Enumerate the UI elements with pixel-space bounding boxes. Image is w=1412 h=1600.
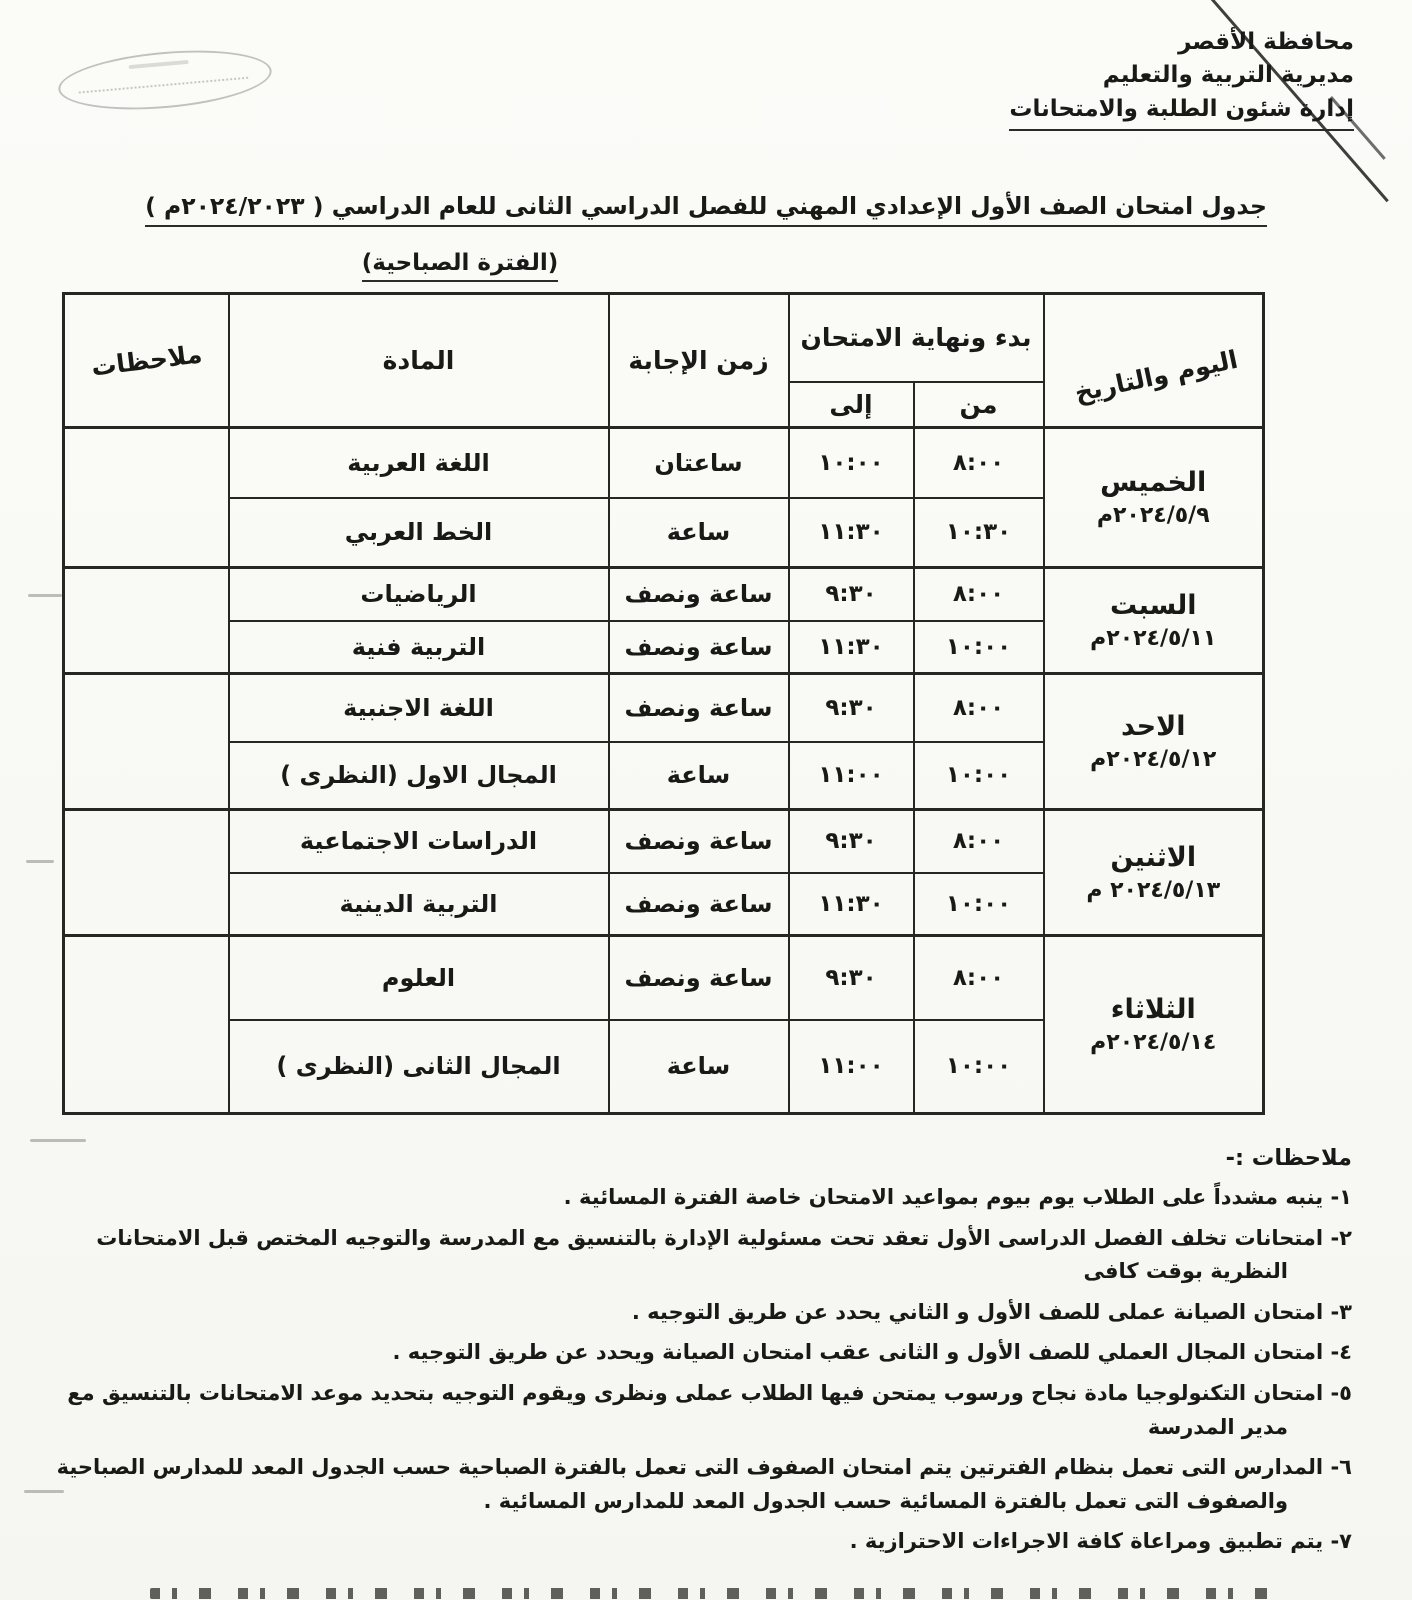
day-name: الاثنين	[1110, 842, 1197, 873]
document-subtitle	[320, 250, 600, 276]
exam-end-time: ٩:٣٠	[789, 568, 914, 621]
answer-duration: ساعة	[609, 742, 789, 810]
exam-start-time: ٨:٠٠	[914, 568, 1044, 621]
exam-start-time: ١٠:٠٠	[914, 873, 1044, 936]
note-item: ٦- المدارس التى تعمل بنظام الفترتين يتم امتحان الصفوف التى تعمل بالفترة الصباحية حسب الجدول المعد للمدارس الصباحية والصفوف التى تعمل بالفترة المسائية حسب الجدول المعد للمدارس المسائية .	[56, 1455, 1352, 1513]
exam-end-time: ١١:٣٠	[789, 873, 914, 936]
cutoff-text-strip	[150, 1588, 1270, 1599]
day-name: الخميس	[1100, 467, 1207, 498]
answer-duration: ساعة	[609, 498, 789, 568]
col-header-day-date	[1044, 294, 1264, 428]
official-stamp	[56, 43, 274, 117]
answer-duration: ساعة	[609, 1020, 789, 1114]
subject-name: المجال الاول (النظرى )	[229, 742, 609, 810]
day-date: ٢٠٢٤/٥/١٤م	[1090, 1030, 1217, 1055]
exam-start-time: ٨:٠٠	[914, 810, 1044, 873]
subject-name: الخط العربي	[229, 498, 609, 568]
note-item: ٤- امتحان المجال العملي للصف الأول و الثانى عقب امتحان الصيانة ويحدد عن طريق التوجيه .	[392, 1340, 1352, 1365]
subject-name: اللغة الاجنبية	[229, 674, 609, 742]
scan-smudge	[28, 594, 62, 597]
notes-heading: ملاحظات :-	[1225, 1145, 1352, 1171]
day-name: السبت	[1110, 590, 1197, 621]
day-cell-tuesday	[1044, 936, 1264, 1114]
table-row	[64, 936, 1264, 1020]
subject-name: التربية فنية	[229, 621, 609, 674]
subject-name: التربية الدينية	[229, 873, 609, 936]
col-header-to: إلى	[789, 382, 914, 428]
exam-start-time: ٨:٠٠	[914, 428, 1044, 498]
answer-duration: ساعة ونصف	[609, 674, 789, 742]
exam-end-time: ١١:٠٠	[789, 742, 914, 810]
document-title-text: جدول امتحان الصف الأول الإعدادي المهني للفصل الدراسي الثانى للعام الدراسي ( ٢٠٢٤/٢٠٢٣م )	[145, 192, 1267, 227]
day-cell-saturday	[1044, 568, 1264, 674]
notes-cell	[64, 674, 229, 810]
table-row	[64, 810, 1264, 873]
day-cell-thursday	[1044, 428, 1264, 568]
note-item: ١- ينبه مشدداً على الطلاب يوم بيوم بمواعيد الامتحان خاصة الفترة المسائية .	[563, 1185, 1352, 1209]
day-date: ٢٠٢٤/٥/٩م	[1096, 503, 1210, 528]
table-row	[64, 674, 1264, 742]
day-cell-monday	[1044, 810, 1264, 936]
exam-start-time: ١٠:٠٠	[914, 621, 1044, 674]
table-row	[64, 428, 1264, 498]
notes-cell	[64, 810, 229, 936]
exam-end-time: ٩:٣٠	[789, 810, 914, 873]
exam-end-time: ١١:٣٠	[789, 621, 914, 674]
day-name: الاحد	[1121, 711, 1186, 742]
subject-name: المجال الثانى (النظرى )	[229, 1020, 609, 1114]
col-header-exam-time: بدء ونهاية الامتحان	[789, 294, 1044, 382]
department-name-row	[1009, 93, 1354, 131]
note-item: ٥- امتحان التكنولوجيا مادة نجاح ورسوب يمتحن فيها الطلاب عملى ونظرى ويقوم التوجيه بتحديد موعد الامتحانات بالتنسيق مع مدير المدرسة	[67, 1380, 1352, 1439]
answer-duration: ساعتان	[609, 428, 789, 498]
day-date: ٢٠٢٤/٥/١٢م	[1090, 747, 1217, 772]
col-header-from: من	[914, 382, 1044, 428]
exam-end-time: ١١:٠٠	[789, 1020, 914, 1114]
answer-duration: ساعة ونصف	[609, 873, 789, 936]
exam-end-time: ٩:٣٠	[789, 936, 914, 1020]
col-header-day-date-label: اليوم والتاريخ	[1072, 344, 1241, 408]
exam-start-time: ٨:٠٠	[914, 936, 1044, 1020]
subject-name: الرياضيات	[229, 568, 609, 621]
exam-end-time: ١١:٣٠	[789, 498, 914, 568]
answer-duration: ساعة ونصف	[609, 621, 789, 674]
document-title	[0, 192, 1412, 220]
answer-duration: ساعة ونصف	[609, 568, 789, 621]
table-row	[64, 568, 1264, 621]
day-cell-sunday	[1044, 674, 1264, 810]
day-date: ٢٠٢٤/٥/١١م	[1090, 626, 1217, 651]
subject-name: اللغة العربية	[229, 428, 609, 498]
subject-name: العلوم	[229, 936, 609, 1020]
notes-cell	[64, 936, 229, 1114]
exam-end-time: ٩:٣٠	[789, 674, 914, 742]
letterhead	[1009, 26, 1354, 131]
department-name: إدارة شئون الطلبة والامتحانات	[1009, 93, 1354, 131]
day-name: الثلاثاء	[1110, 994, 1196, 1025]
notes-cell	[64, 568, 229, 674]
notes-section	[54, 1140, 1352, 1566]
col-header-notes	[64, 294, 229, 428]
exam-start-time: ١٠:٠٠	[914, 742, 1044, 810]
exam-end-time: ١٠:٠٠	[789, 428, 914, 498]
governorate-name: محافظة الأقصر	[1178, 29, 1354, 55]
note-item: ٧- يتم تطبيق ومراعاة كافة الاجراءات الاحترازية .	[849, 1529, 1352, 1554]
scan-smudge	[26, 860, 54, 863]
subject-name: الدراسات الاجتماعية	[229, 810, 609, 873]
notes-cell	[64, 428, 229, 568]
col-header-notes-label: ملاحظات	[89, 339, 204, 382]
exam-start-time: ٨:٠٠	[914, 674, 1044, 742]
col-header-subject: المادة	[229, 294, 609, 428]
directorate-name: مديرية التربية والتعليم	[1102, 62, 1354, 89]
col-header-duration: زمن الإجابة	[609, 294, 789, 428]
note-item: ٢- امتحانات تخلف الفصل الدراسى الأول تعقد تحت مسئولية الإدارة بالتنسيق مع المدرسة والتوجيه المختص قبل الامتحانات النظرية بوقت كافى	[96, 1225, 1352, 1284]
answer-duration: ساعة ونصف	[609, 936, 789, 1020]
day-date: ٢٠٢٤/٥/١٣ م	[1086, 878, 1221, 903]
answer-duration: ساعة ونصف	[609, 810, 789, 873]
exam-start-time: ١٠:٠٠	[914, 1020, 1044, 1114]
exam-schedule-table	[62, 292, 1265, 1115]
note-item: ٣- امتحان الصيانة عملى للصف الأول و الثاني يحدد عن طريق التوجيه .	[631, 1299, 1352, 1324]
exam-start-time: ١٠:٣٠	[914, 498, 1044, 568]
document-subtitle-text: (الفترة الصباحية)	[362, 250, 559, 282]
